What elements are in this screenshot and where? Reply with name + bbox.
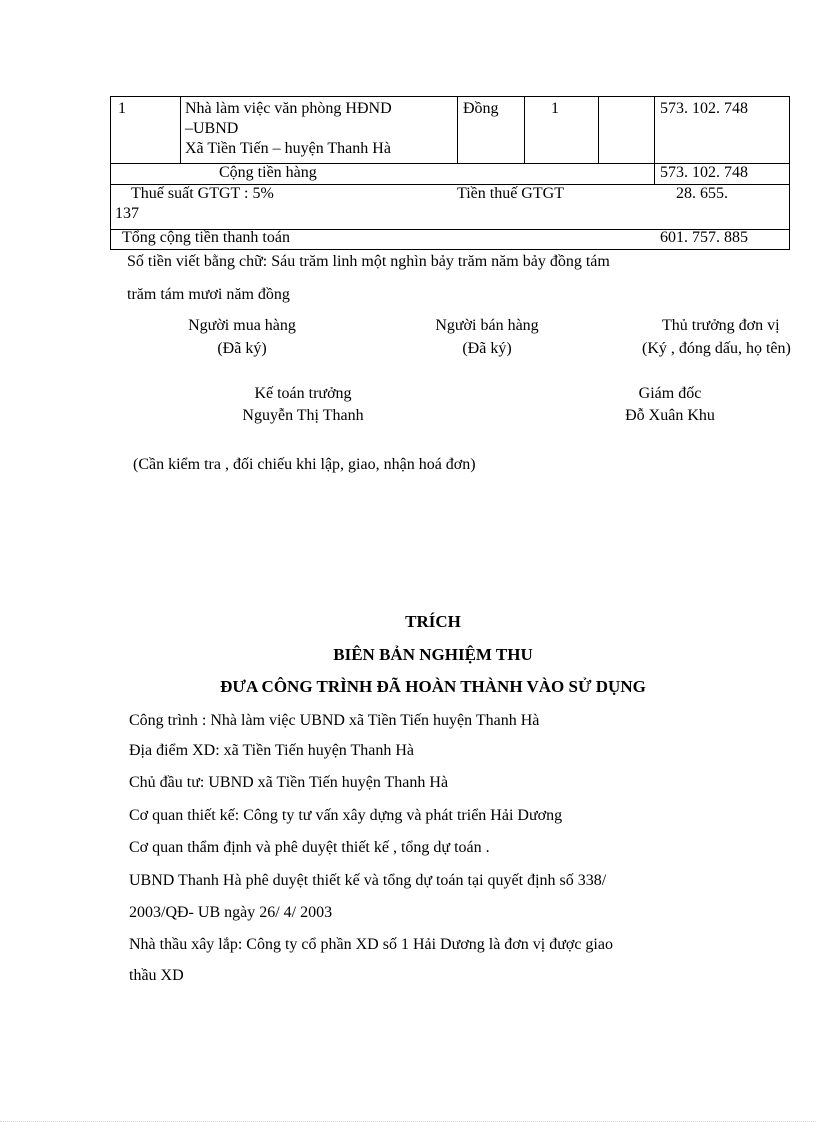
chief-accountant-title: Kế toán trưởng bbox=[254, 385, 352, 402]
vat-amount-value-wrap: 137 bbox=[115, 205, 139, 222]
minutes-line: Chủ đầu tư: UBND xã Tiền Tiến huyện Thanh Hà bbox=[129, 774, 449, 791]
subtotal-row bbox=[111, 163, 789, 185]
minutes-line: 2003/QĐ- UB ngày 26/ 4/ 2003 bbox=[129, 904, 333, 921]
total-value: 601. 757. 885 bbox=[660, 229, 748, 246]
minutes-heading-title: BIÊN BẢN NGHIỆM THU bbox=[333, 645, 533, 664]
seller-note: (Đã ký) bbox=[462, 340, 512, 357]
minutes-line: Cơ quan thẩm định và phê duyệt thiết kế , tổng dự toán . bbox=[129, 839, 490, 856]
item-number: 1 bbox=[118, 100, 126, 117]
total-label: Tổng cộng tiền thanh toán bbox=[122, 229, 290, 246]
vat-amount-value: 28. 655. bbox=[676, 185, 728, 202]
minutes-heading-subtitle: ĐƯA CÔNG TRÌNH ĐÃ HOÀN THÀNH VÀO SỬ DỤNG bbox=[220, 677, 646, 696]
vat-amount-label: Tiền thuế GTGT bbox=[457, 185, 564, 202]
director-title: Giám đốc bbox=[638, 385, 702, 402]
item-amount: 573. 102. 748 bbox=[660, 100, 748, 117]
total-row bbox=[111, 229, 789, 249]
amount-in-words-line2: trăm tám mươi năm đồng bbox=[127, 286, 290, 303]
minutes-line: Cơ quan thiết kế: Công ty tư vấn xây dựng và phát triển Hải Dương bbox=[129, 807, 563, 824]
invoice-note: (Cần kiểm tra , đối chiếu khi lập, giao, nhận hoá đơn) bbox=[133, 456, 476, 473]
vat-rate-label: Thuế suất GTGT : 5% bbox=[131, 185, 274, 202]
minutes-heading-extract: TRÍCH bbox=[405, 612, 461, 631]
head-note: (Ký , đóng dấu, họ tên) bbox=[642, 340, 791, 357]
head-title: Thủ trưởng đơn vị bbox=[662, 317, 780, 334]
item-name-line1: Nhà làm việc văn phòng HĐND bbox=[185, 100, 392, 117]
director-name: Đỗ Xuân Khu bbox=[625, 407, 715, 424]
minutes-line: Nhà thầu xây lắp: Công ty cổ phần XD số 1 Hải Dương là đơn vị được giao bbox=[129, 936, 613, 953]
subtotal-value: 573. 102. 748 bbox=[660, 164, 748, 181]
minutes-line: UBND Thanh Hà phê duyệt thiết kế và tổng dự toán tại quyết định số 338/ bbox=[129, 872, 607, 889]
minutes-line: Địa điểm XD: xã Tiền Tiến huyện Thanh Hà bbox=[129, 742, 415, 759]
amount-in-words-line1: Số tiền viết bằng chữ: Sáu trăm linh một nghìn bảy trăm năm bảy đồng tám bbox=[127, 253, 610, 270]
invoice-table bbox=[110, 96, 790, 250]
chief-accountant-name: Nguyễn Thị Thanh bbox=[242, 407, 364, 424]
invoice-item-row bbox=[111, 97, 789, 164]
buyer-title: Người mua hàng bbox=[188, 317, 296, 334]
vat-row bbox=[111, 184, 789, 230]
buyer-note: (Đã ký) bbox=[217, 340, 267, 357]
item-unit: Đồng bbox=[463, 100, 499, 117]
minutes-line: Công trình : Nhà làm việc UBND xã Tiền Tiến huyện Thanh Hà bbox=[129, 712, 540, 729]
minutes-line: thầu XD bbox=[129, 967, 184, 984]
subtotal-label: Cộng tiền hàng bbox=[219, 164, 317, 181]
item-name-line3: Xã Tiền Tiến – huyện Thanh Hà bbox=[185, 140, 391, 157]
page-divider bbox=[0, 1121, 816, 1122]
item-name-line2: –UBND bbox=[185, 120, 239, 137]
item-quantity: 1 bbox=[551, 100, 559, 117]
seller-title: Người bán hàng bbox=[435, 317, 539, 334]
